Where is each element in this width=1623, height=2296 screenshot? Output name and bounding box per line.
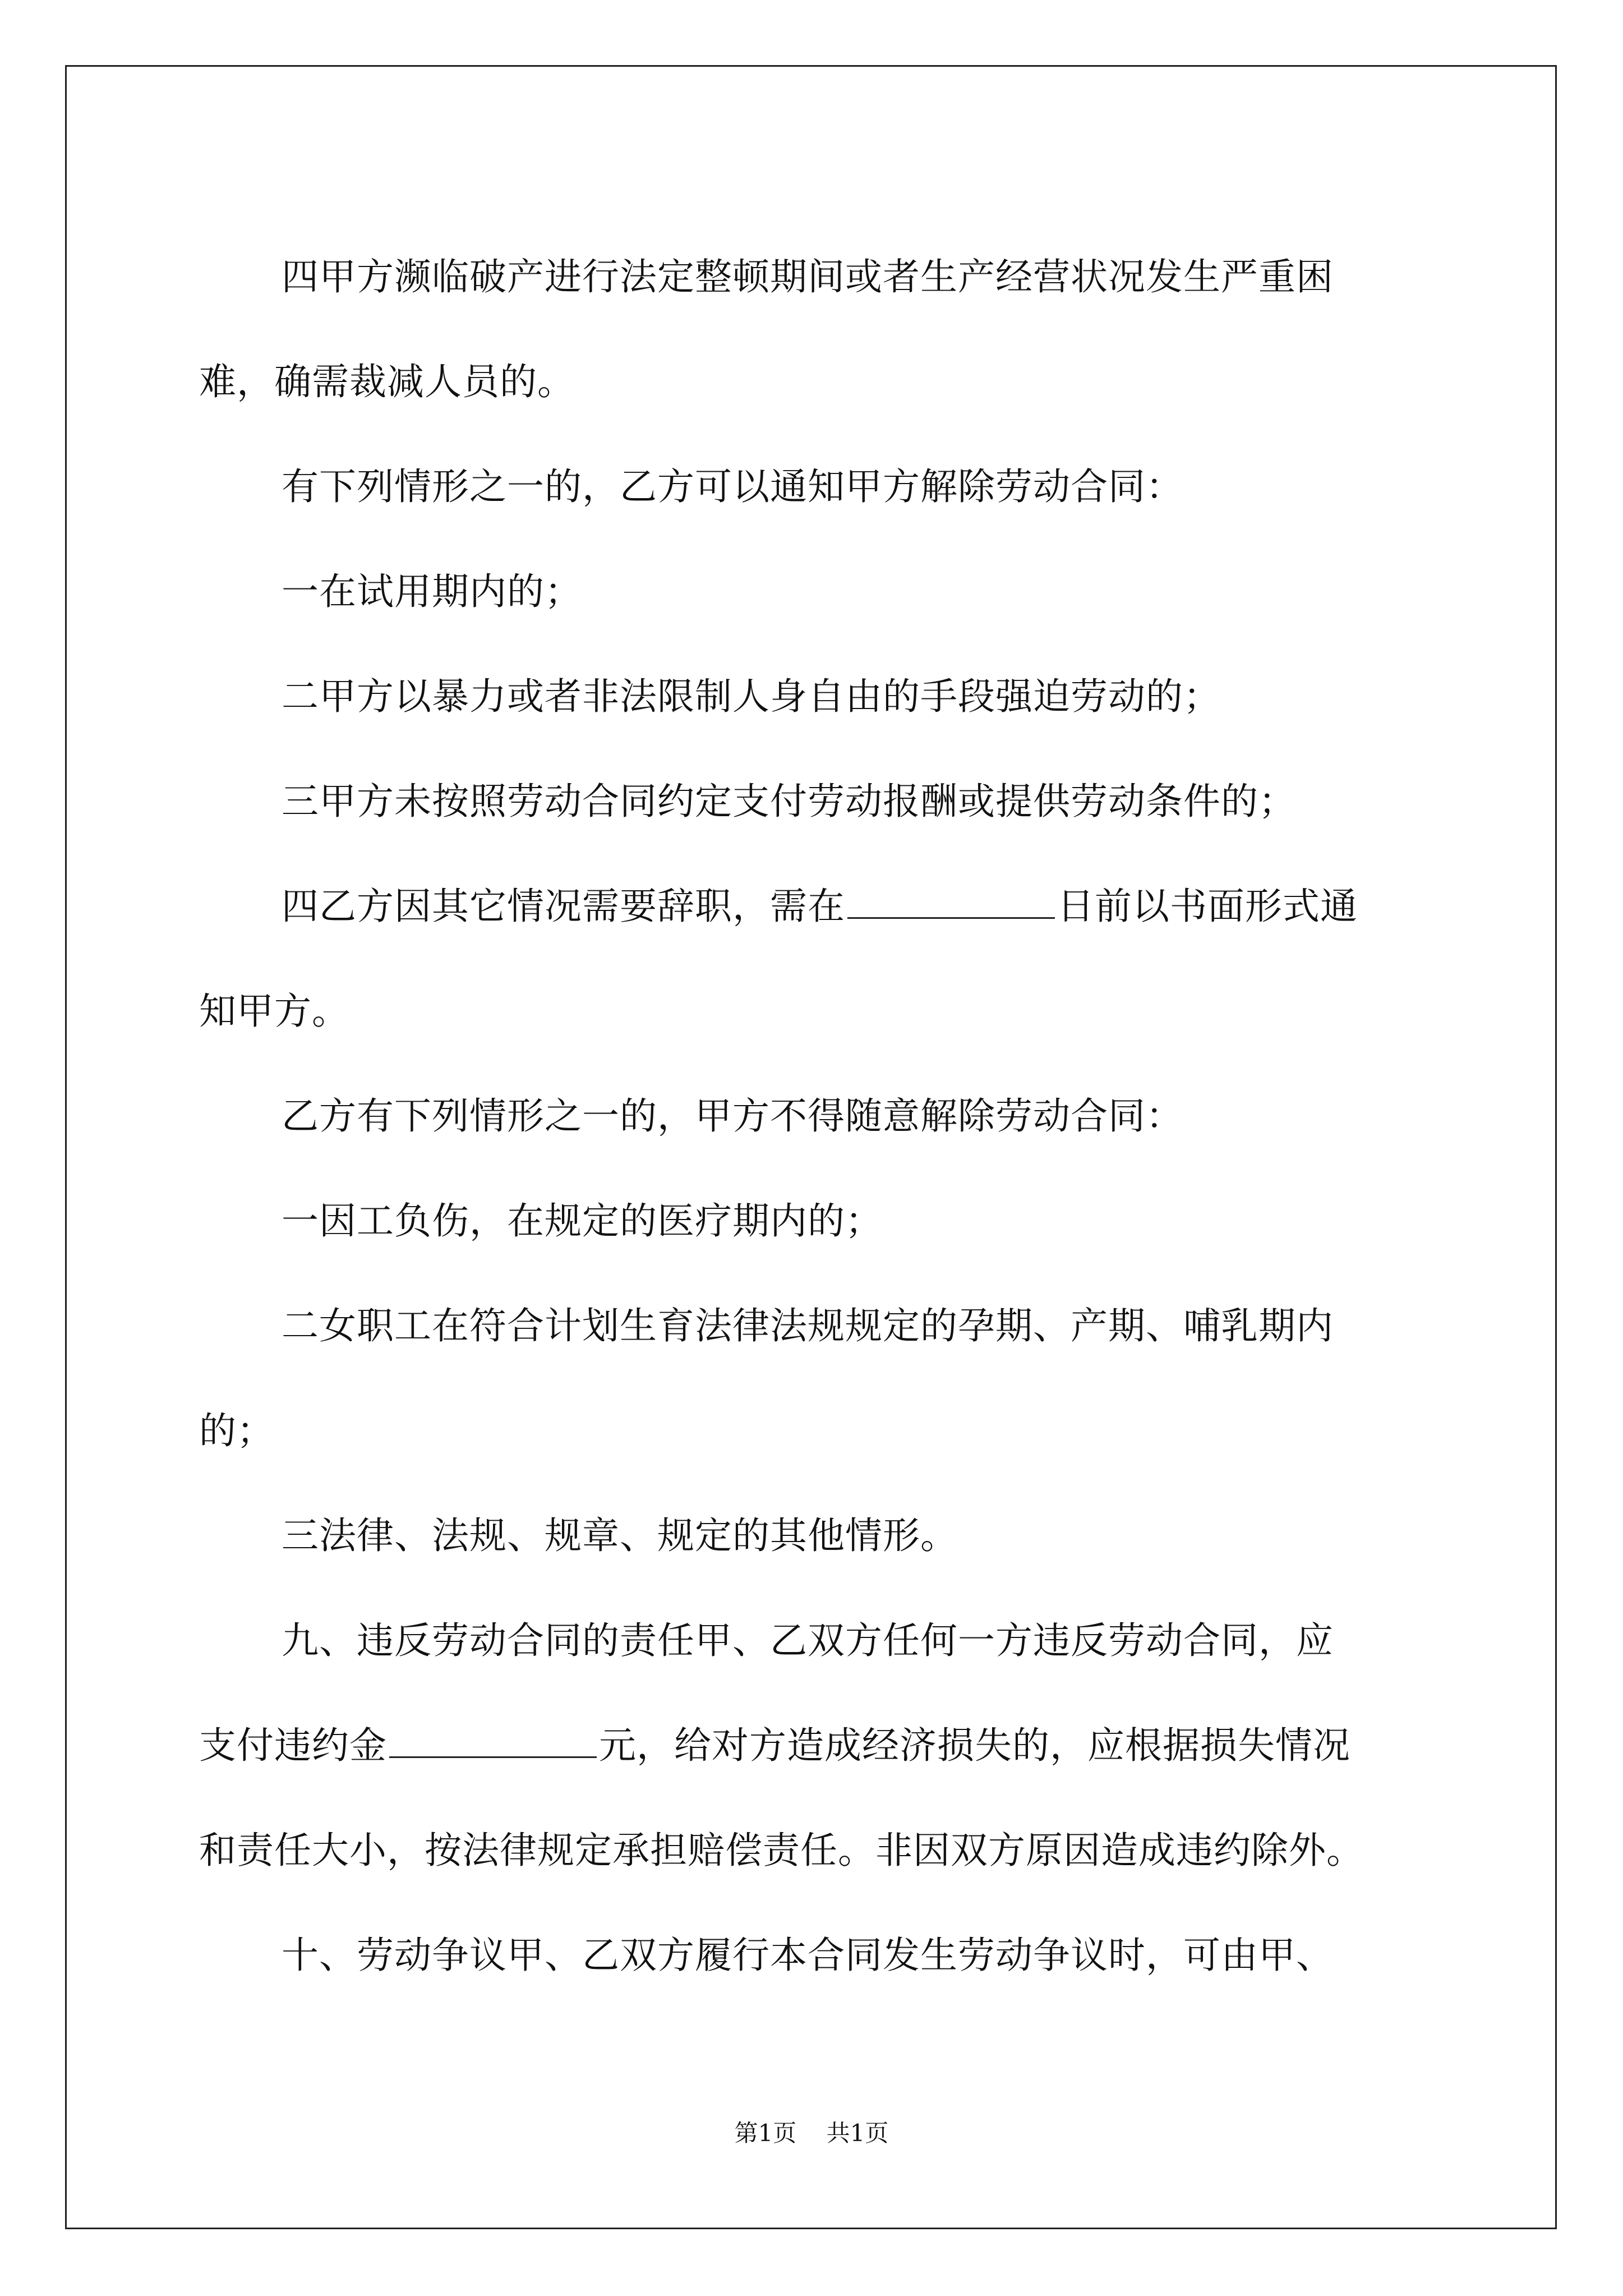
paragraph: 乙方有下列情形之一的，甲方不得随意解除劳动合同： (282, 1094, 1183, 1138)
paragraph: 十、劳动争议甲、乙双方履行本合同发生劳动争议时，可由甲、 (282, 1934, 1334, 1977)
paragraph: 的； (199, 1409, 274, 1452)
paragraph-text: 支付违约金 (199, 1724, 387, 1767)
paragraph: 一在试用期内的； (282, 570, 582, 613)
paragraph: 和责任大小，按法律规定承担赔偿责任。非因双方原因造成违约除外。 (199, 1829, 1364, 1872)
paragraph: 九、违反劳动合同的责任甲、乙双方任何一方违反劳动合同，应 (282, 1619, 1334, 1662)
paragraph-with-blank (199, 854, 1433, 959)
page-footer (0, 2115, 1623, 2148)
paragraph-text: 元，给对方造成经济损失的，应根据损失情况 (599, 1724, 1350, 1767)
paragraph: 二女职工在符合计划生育法律法规规定的孕期、产期、哺乳期内 (282, 1304, 1334, 1347)
paragraph-text: 日前以书面形式通 (1057, 885, 1358, 928)
page-number-current: 第1页 (734, 2119, 797, 2147)
paragraph: 一因工负伤，在规定的医疗期内的； (282, 1199, 883, 1243)
paragraph: 有下列情形之一的，乙方可以通知甲方解除劳动合同： (282, 465, 1183, 508)
fill-in-blank (847, 885, 1055, 919)
paragraph: 三法律、法规、规章、规定的其他情形。 (282, 1514, 958, 1557)
paragraph: 难，确需裁减人员的。 (199, 360, 575, 403)
paragraph: 知甲方。 (199, 990, 349, 1033)
paragraph-text: 四乙方因其它情况需要辞职，需在 (282, 885, 845, 928)
paragraph-with-blank (199, 1693, 1433, 1798)
fill-in-blank (389, 1724, 597, 1758)
page-number-total: 共1页 (826, 2119, 889, 2147)
paragraph: 四甲方濒临破产进行法定整顿期间或者生产经营状况发生严重困 (282, 255, 1334, 298)
paragraph: 三甲方未按照劳动合同约定支付劳动报酬或提供劳动条件的； (282, 780, 1296, 823)
document-body (199, 224, 1433, 2008)
paragraph: 二甲方以暴力或者非法限制人身自由的手段强迫劳动的； (282, 675, 1221, 718)
